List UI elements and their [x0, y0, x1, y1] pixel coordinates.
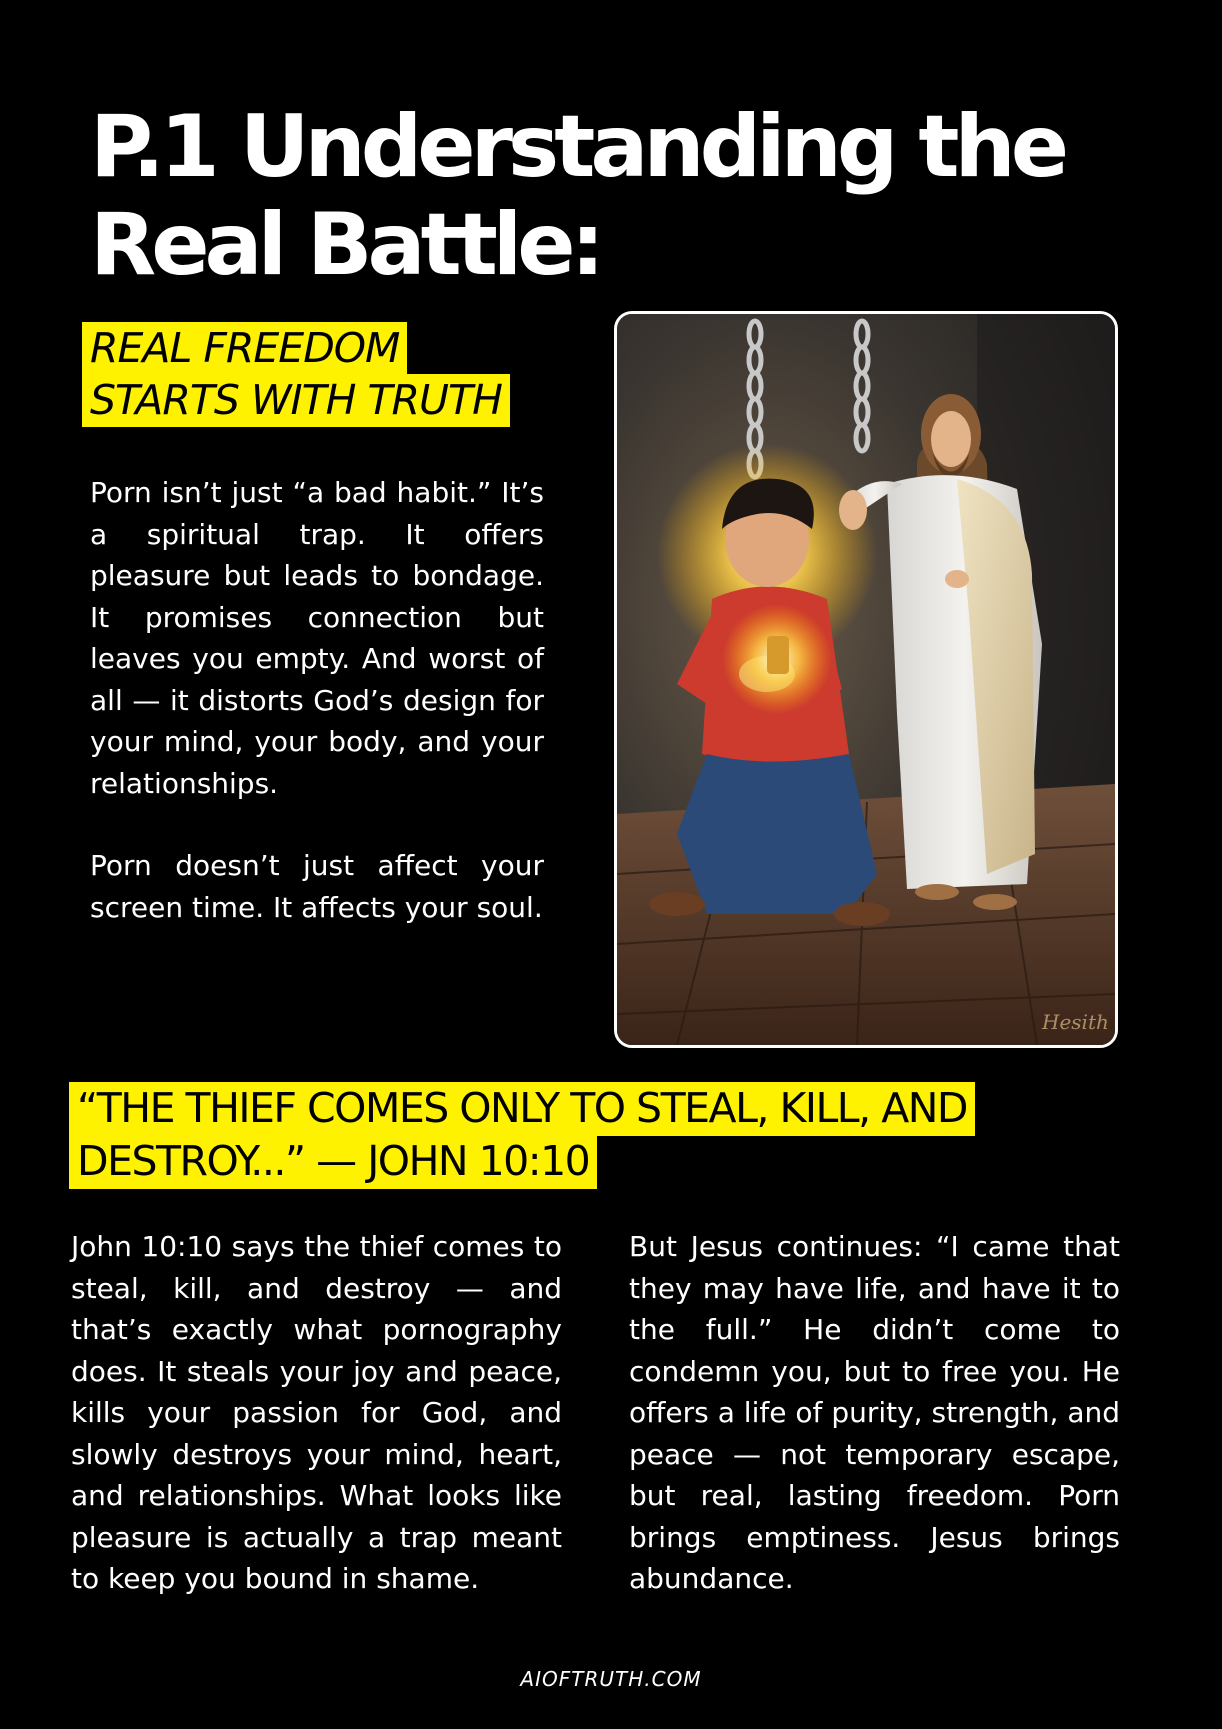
- subheading-line-2: STARTS WITH TRUTH: [82, 374, 510, 427]
- scripture-quote-line-1: “THE THIEF COMES ONLY TO STEAL, KILL, AND: [69, 1082, 975, 1136]
- intro-paragraph-2: Porn doesn’t just affect your screen time. It affects your soul.: [90, 849, 544, 924]
- illustration-artwork: [617, 314, 1115, 1045]
- scripture-quote-line-2: DESTROY...” — JOHN 10:10: [69, 1135, 597, 1189]
- illustration-signature: Hesith: [1042, 1010, 1109, 1034]
- illustration-jesus-and-man: [614, 311, 1118, 1048]
- intro-paragraph-1: Porn isn’t just “a bad habit.” It’s a spiritual trap. It offers pleasure but leads to bondage. It promises connection but leaves you empty. And worst of all — it distorts God’s design for your mind, your body, and your relationships.: [90, 476, 544, 800]
- intro-text: [90, 472, 544, 969]
- right-column-paragraph: But Jesus continues: “I came that they may have life, and have it to the full.” He didn’t come to condemn you, but to free you. He offers a life of purity, strength, and peace — not temporary escape, but real, lasting freedom. Porn brings emptiness. Jesus brings abundance.: [629, 1230, 1120, 1595]
- left-column-paragraph: John 10:10 says the thief comes to steal, kill, and destroy — and that’s exactly what pornography does. It steals your joy and peace, kills your passion for God, and slowly destroys your mind, heart, and relationships. What looks like pleasure is actually a trap meant to keep you bound in shame.: [71, 1230, 562, 1595]
- right-column: [629, 1226, 1120, 1600]
- page-title: P.1 Understanding the Real Battle:: [90, 97, 1065, 295]
- left-column: [71, 1226, 562, 1600]
- subheading-line-1: REAL FREEDOM: [82, 322, 407, 375]
- scripture-quote: [69, 1082, 1069, 1188]
- phone: [767, 636, 789, 674]
- subheading: [82, 322, 562, 426]
- footer-website: AIOFTRUTH.COM: [520, 1667, 702, 1691]
